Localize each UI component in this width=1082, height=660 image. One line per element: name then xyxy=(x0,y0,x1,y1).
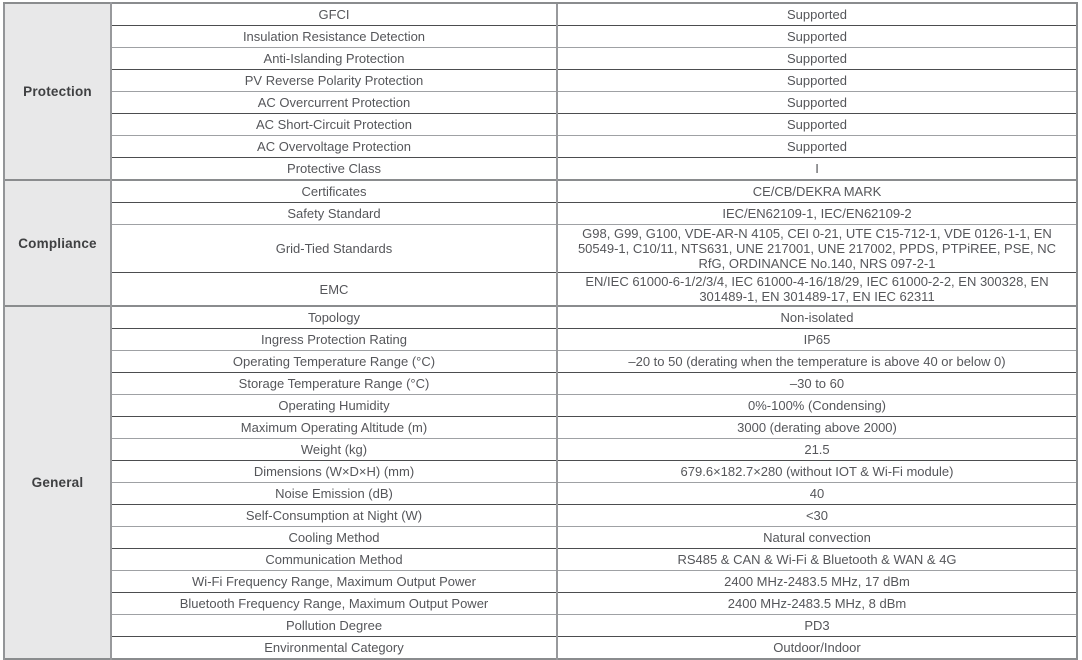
param-cell: Operating Humidity xyxy=(111,395,557,417)
value-cell: 2400 MHz-2483.5 MHz, 17 dBm xyxy=(557,571,1077,593)
table-row xyxy=(4,549,1077,571)
value-cell: G98, G99, G100, VDE-AR-N 4105, CEI 0-21, UTE C15-712-1, VDE 0126-1-1, EN 50549-1, C10/11, NTS631, UNE 217001, UNE 217002, PPDS, PTPiREE, PSE, NC RfG, ORDINANCE No.140, NRS 097-2-1 xyxy=(557,225,1077,273)
param-cell: Self-Consumption at Night (W) xyxy=(111,505,557,527)
value-cell: Supported xyxy=(557,48,1077,70)
value-cell: Supported xyxy=(557,70,1077,92)
value-cell: PD3 xyxy=(557,615,1077,637)
param-cell: Weight (kg) xyxy=(111,439,557,461)
param-cell: Maximum Operating Altitude (m) xyxy=(111,417,557,439)
category-cell-general: General xyxy=(4,306,111,659)
param-cell: GFCI xyxy=(111,3,557,26)
table-row xyxy=(4,180,1077,203)
table-row xyxy=(4,70,1077,92)
value-cell: Supported xyxy=(557,92,1077,114)
param-cell: AC Overvoltage Protection xyxy=(111,136,557,158)
table-row xyxy=(4,158,1077,181)
table-row xyxy=(4,3,1077,26)
value-cell: Supported xyxy=(557,26,1077,48)
value-cell: 0%-100% (Condensing) xyxy=(557,395,1077,417)
param-cell: Operating Temperature Range (°C) xyxy=(111,351,557,373)
category-cell-compliance: Compliance xyxy=(4,180,111,306)
param-cell: Environmental Category xyxy=(111,637,557,660)
value-cell: Natural convection xyxy=(557,527,1077,549)
table-row xyxy=(4,461,1077,483)
param-cell: Wi-Fi Frequency Range, Maximum Output Power xyxy=(111,571,557,593)
spec-table xyxy=(3,2,1078,660)
table-row xyxy=(4,483,1077,505)
value-cell: EN/IEC 61000-6-1/2/3/4, IEC 61000-4-16/18/29, IEC 61000-2-2, EN 300328, EN 301489-1, EN 301489-17, EN IEC 62311 xyxy=(557,273,1077,307)
param-cell: Dimensions (W×D×H) (mm) xyxy=(111,461,557,483)
table-row xyxy=(4,273,1077,307)
table-row xyxy=(4,439,1077,461)
value-cell: 679.6×182.7×280 (without IOT & Wi-Fi module) xyxy=(557,461,1077,483)
value-cell: 3000 (derating above 2000) xyxy=(557,417,1077,439)
spec-sheet xyxy=(3,2,1078,660)
table-row xyxy=(4,203,1077,225)
value-cell: <30 xyxy=(557,505,1077,527)
value-cell: Outdoor/Indoor xyxy=(557,637,1077,660)
param-cell: Topology xyxy=(111,306,557,329)
param-cell: Grid-Tied Standards xyxy=(111,225,557,273)
table-row xyxy=(4,417,1077,439)
param-cell: Insulation Resistance Detection xyxy=(111,26,557,48)
value-cell: 2400 MHz-2483.5 MHz, 8 dBm xyxy=(557,593,1077,615)
param-cell: Storage Temperature Range (°C) xyxy=(111,373,557,395)
table-row xyxy=(4,505,1077,527)
table-row xyxy=(4,329,1077,351)
param-cell: Safety Standard xyxy=(111,203,557,225)
value-cell: 21.5 xyxy=(557,439,1077,461)
table-row xyxy=(4,306,1077,329)
param-cell: Certificates xyxy=(111,180,557,203)
param-cell: Bluetooth Frequency Range, Maximum Output Power xyxy=(111,593,557,615)
value-cell: Supported xyxy=(557,114,1077,136)
param-cell: Cooling Method xyxy=(111,527,557,549)
category-cell-protection: Protection xyxy=(4,3,111,180)
value-cell: Non-isolated xyxy=(557,306,1077,329)
param-cell: EMC xyxy=(111,273,557,307)
value-cell: –20 to 50 (derating when the temperature is above 40 or below 0) xyxy=(557,351,1077,373)
param-cell: Ingress Protection Rating xyxy=(111,329,557,351)
value-cell: CE/CB/DEKRA MARK xyxy=(557,180,1077,203)
value-cell: Supported xyxy=(557,3,1077,26)
table-row xyxy=(4,48,1077,70)
param-cell: Protective Class xyxy=(111,158,557,181)
param-cell: PV Reverse Polarity Protection xyxy=(111,70,557,92)
table-row xyxy=(4,373,1077,395)
table-row xyxy=(4,225,1077,273)
table-row xyxy=(4,351,1077,373)
value-cell: I xyxy=(557,158,1077,181)
table-row xyxy=(4,136,1077,158)
value-cell: IP65 xyxy=(557,329,1077,351)
param-cell: AC Overcurrent Protection xyxy=(111,92,557,114)
table-row xyxy=(4,395,1077,417)
value-cell: RS485 & CAN & Wi-Fi & Bluetooth & WAN & 4G xyxy=(557,549,1077,571)
param-cell: AC Short-Circuit Protection xyxy=(111,114,557,136)
table-row xyxy=(4,92,1077,114)
param-cell: Anti-Islanding Protection xyxy=(111,48,557,70)
table-row xyxy=(4,637,1077,660)
table-row xyxy=(4,527,1077,549)
value-cell: IEC/EN62109-1, IEC/EN62109-2 xyxy=(557,203,1077,225)
table-row xyxy=(4,615,1077,637)
table-row xyxy=(4,571,1077,593)
table-row xyxy=(4,26,1077,48)
param-cell: Noise Emission (dB) xyxy=(111,483,557,505)
value-cell: –30 to 60 xyxy=(557,373,1077,395)
table-row xyxy=(4,114,1077,136)
param-cell: Pollution Degree xyxy=(111,615,557,637)
value-cell: 40 xyxy=(557,483,1077,505)
value-cell: Supported xyxy=(557,136,1077,158)
table-row xyxy=(4,593,1077,615)
param-cell: Communication Method xyxy=(111,549,557,571)
